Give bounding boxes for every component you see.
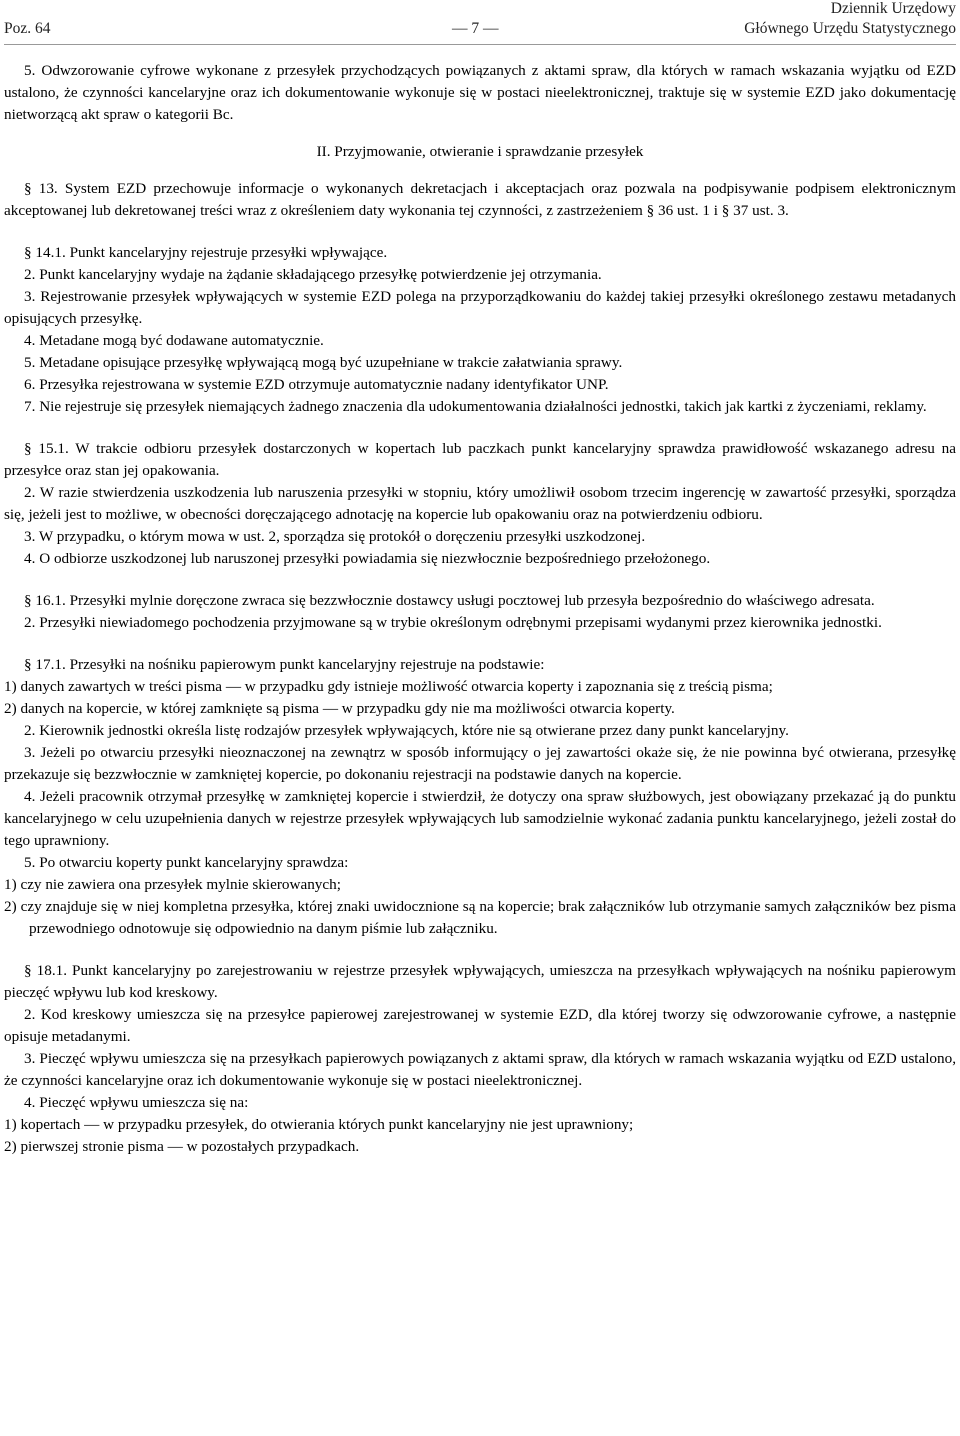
paragraph: 3. Jeżeli po otwarciu przesyłki nieoznaczonej na zewnątrz w sposób informujący o jej zawartości okaże się, że nie powinna być otwierana, przesyłkę przekazuje się bezzwłocznie w zamkniętej kopercie, po dokonaniu rejestracji na podstawie danych na kopercie. bbox=[4, 744, 956, 783]
paragraph: § 16.1. Przesyłki mylnie doręczone zwraca się bezzwłocznie dostawcy usługi pocztowej lub przesyła bezpośrednio do właściwego adresata. bbox=[24, 592, 875, 609]
page-number: — 7 — bbox=[452, 20, 499, 37]
paragraph: § 15.1. W trakcie odbioru przesyłek dostarczonych w kopertach lub paczkach punkt kancelaryjny sprawdza prawidłowość wskazanego adresu na przesyłce oraz stan jej opakowania. bbox=[4, 440, 956, 479]
list-item: 2) danych na kopercie, w której zamknięte są pisma — w przypadku gdy nie ma możliwości otwarcia koperty. bbox=[4, 700, 675, 717]
paragraph: 5. Metadane opisujące przesyłkę wpływającą mogą być uzupełniane w trakcie załatwiania sprawy. bbox=[24, 354, 623, 371]
paragraph: 4. O odbiorze uszkodzonej lub naruszonej przesyłki powiadamia się niezwłocznie bezpośredniego przełożonego. bbox=[24, 550, 711, 567]
header-divider bbox=[4, 44, 956, 45]
list-item: 1) czy nie zawiera ona przesyłek mylnie skierowanych; bbox=[4, 876, 341, 893]
paragraph: 2. Przesyłki niewiadomego pochodzenia przyjmowane są w trybie określonym odrębnymi przepisami wydanymi przez kierownika jednostki. bbox=[24, 614, 882, 631]
paragraph: 5. Po otwarciu koperty punkt kancelaryjny sprawdza: bbox=[24, 854, 349, 871]
paragraph: § 14.1. Punkt kancelaryjny rejestruje przesyłki wpływające. bbox=[24, 244, 388, 261]
position-number: Poz. 64 bbox=[4, 20, 51, 37]
list-item: 2) czy znajduje się w niej kompletna przesyłka, której znaki uwidocznione są na kopercie; brak załączników lub otrzymanie samych załączników bez pisma przewodniego odnotowuje się odpowiednio na danym piśmie lub załączniku. bbox=[4, 898, 956, 937]
paragraph: § 17.1. Przesyłki na nośniku papierowym punkt kancelaryjny rejestruje na podstawie: bbox=[24, 656, 545, 673]
paragraph: 2. Kod kreskowy umieszcza się na przesyłce papierowej zarejestrowanej w systemie EZD, dla której tworzy się odwzorowanie cyfrowe, a następnie opisuje metadanymi. bbox=[4, 1006, 956, 1045]
paragraph: 4. Jeżeli pracownik otrzymał przesyłkę w zamkniętej kopercie i stwierdził, że dotyczy ona spraw służbowych, jest obowiązany przekazać ją do punktu kancelaryjnego w celu uzupełnienia danych w rejestrze przesyłek wpływających lub samodzielnie wykonać zadania punktu kancelaryjnego, jeżeli został do tego uprawniony. bbox=[4, 788, 956, 849]
paragraph: § 13. System EZD przechowuje informacje o wykonanych dekretacjach i akceptacjach oraz pozwala na podpisywanie podpisem elektronicznym akceptowanej lub dekretowanej treści wraz z określeniem daty wykonania tej czynności, z zastrzeżeniem § 36 ust. 1 i § 37 ust. 3. bbox=[4, 180, 956, 219]
list-item: 1) kopertach — w przypadku przesyłek, do otwierania których punkt kancelaryjny nie jest uprawniony; bbox=[4, 1116, 634, 1133]
paragraph: § 18.1. Punkt kancelaryjny po zarejestrowaniu w rejestrze przesyłek wpływających, umieszcza na przesyłkach wpływających na nośniku papierowym pieczęć wpływu lub kod kreskowy. bbox=[4, 962, 956, 1001]
paragraph: 3. Pieczęć wpływu umieszcza się na przesyłkach papierowych powiązanych z aktami spraw, dla których w ramach wskazania wyjątku od EZD ustalono, że czynności kancelaryjne oraz ich dokumentowanie wykonuje się w postaci nieelektronicznej. bbox=[4, 1050, 956, 1089]
paragraph: 7. Nie rejestruje się przesyłek niemających żadnego znaczenia dla udokumentowania działalności jednostki, takich jak kartki z życzeniami, reklamy. bbox=[24, 398, 927, 415]
journal-title-line1: Dziennik Urzędowy bbox=[830, 0, 956, 17]
section-heading: II. Przyjmowanie, otwieranie i sprawdzanie przesyłek bbox=[316, 143, 644, 160]
list-item: 1) danych zawartych w treści pisma — w przypadku gdy istnieje możliwość otwarcia koperty i zapoznania się z treścią pisma; bbox=[4, 678, 773, 695]
page-header bbox=[4, 0, 956, 42]
list-item: 2) pierwszej stronie pisma — w pozostałych przypadkach. bbox=[4, 1138, 360, 1155]
paragraph: 5. Odwzorowanie cyfrowe wykonane z przesyłek przychodzących powiązanych z aktami spraw, dla których w ramach wskazania wyjątku od EZD ustalono, że czynności kancelaryjne oraz ich dokumentowanie wykonuje się w postaci nieelektronicznej, traktuje się w systemie EZD jako dokumentację nietworzącą akt spraw o kategorii Bc. bbox=[4, 62, 956, 123]
document-body bbox=[4, 60, 956, 1158]
paragraph: 4. Metadane mogą być dodawane automatycznie. bbox=[24, 332, 324, 349]
paragraph: 4. Pieczęć wpływu umieszcza się na: bbox=[24, 1094, 249, 1111]
paragraph: 2. W razie stwierdzenia uszkodzenia lub naruszenia przesyłki w stopniu, który umożliwił osobom trzecim ingerencję w zawartość przesyłki, sporządza się, jeżeli jest to możliwe, w obecności doręczającego adnotację na kopercie lub opakowaniu oraz na potwierdzeniu odbioru. bbox=[4, 484, 956, 523]
paragraph: 3. Rejestrowanie przesyłek wpływających w systemie EZD polega na przyporządkowaniu do każdej takiej przesyłki określonego zestawu metadanych opisujących przesyłkę. bbox=[4, 288, 956, 327]
paragraph: 6. Przesyłka rejestrowana w systemie EZD otrzymuje automatycznie nadany identyfikator UNP. bbox=[24, 376, 609, 393]
journal-title-line2: Głównego Urzędu Statystycznego bbox=[744, 20, 956, 37]
paragraph: 2. Punkt kancelaryjny wydaje na żądanie składającego przesyłkę potwierdzenie jej otrzymania. bbox=[24, 266, 602, 283]
paragraph: 2. Kierownik jednostki określa listę rodzajów przesyłek wpływających, które nie są otwierane przez dany punkt kancelaryjny. bbox=[24, 722, 789, 739]
paragraph: 3. W przypadku, o którym mowa w ust. 2, sporządza się protokół o doręczeniu przesyłki uszkodzonej. bbox=[24, 528, 646, 545]
